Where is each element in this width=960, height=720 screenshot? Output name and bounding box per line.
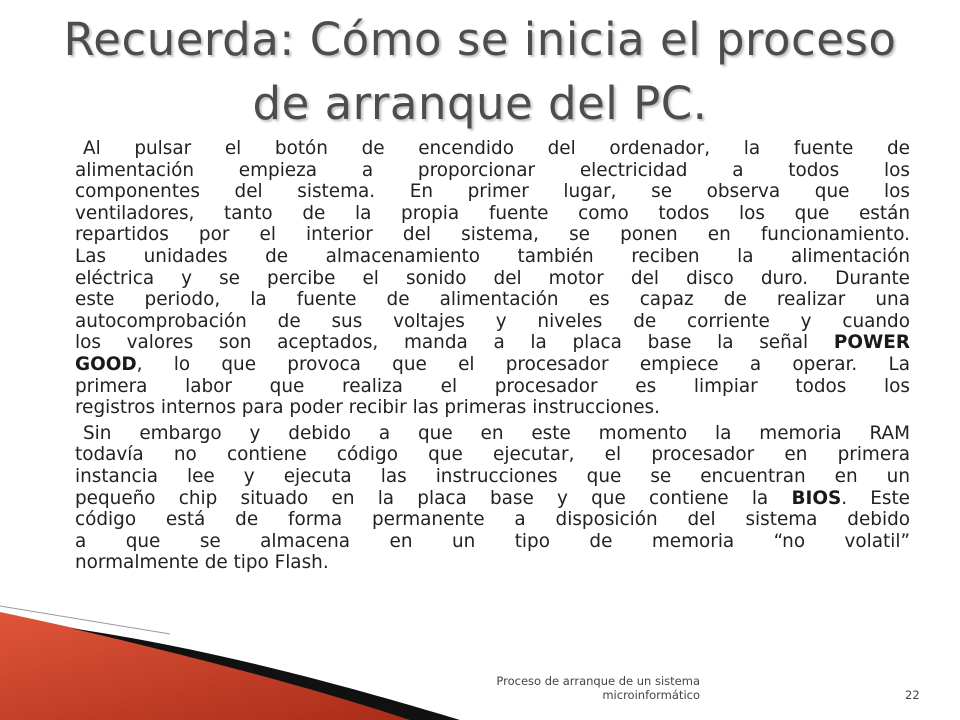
body-text [75,138,910,574]
text-line: este periodo, la fuente de alimentación es capaz de realizar una [75,289,910,311]
text-line: Sin embargo y debido a que en este momento la memoria RAM [83,422,910,444]
text-line: Al pulsar el botón de encendido del ordenador, la fuente de [83,138,910,159]
good-keyword: GOOD [75,353,137,375]
text-line: ventiladores, tanto de la propia fuente como todos los que están [75,202,910,224]
page-number: 22 [905,688,920,702]
title-line-2: de arranque del PC. [252,77,708,130]
paragraph-1 [75,138,910,419]
text-line: autocomprobación de sus voltajes y niveles de corriente y cuando [75,310,910,332]
text-line [75,488,910,510]
text-line [75,354,910,376]
slide-title [20,8,940,136]
title-line-1: Recuerda: Cómo se inicia el proceso [63,13,897,66]
power-keyword: POWER [833,332,910,354]
text-line: alimentación empieza a proporcionar electricidad a todos los [75,159,910,181]
paragraph-2 [75,423,910,574]
text-line: eléctrica y se percibe el sonido del motor del disco duro. Durante [75,267,910,289]
bios-keyword: BIOS [791,487,842,509]
text-line: repartidos por el interior del sistema, se ponen en funcionamiento. [75,224,910,246]
text-line: primera labor que realiza el procesador es limpiar todos los [75,375,910,397]
text-line [75,332,910,354]
footer-line-2: microinformático [602,688,700,702]
text-line: código está de forma permanente a disposición del sistema debido [75,509,910,531]
footer-caption [440,674,700,702]
text-line: registros internos para poder recibir las primeras instrucciones. [75,397,660,419]
text-line: normalmente de tipo Flash. [75,552,329,574]
text-segment: pequeño chip situado en la placa base y que contiene la [75,487,769,509]
footer-line-1: Proceso de arranque de un sistema [496,674,700,688]
text-line: todavía no contiene código que ejecutar, el procesador en primera [75,444,910,466]
text-line: Las unidades de almacenamiento también reciben la alimentación [75,245,910,267]
text-segment: , lo que provoca que el procesador empiece a operar. La [136,353,910,375]
text-line: componentes del sistema. En primer lugar, se observa que los [75,181,910,203]
text-line: a que se almacena en un tipo de memoria “no volatil” [75,530,910,552]
text-line: instancia lee y ejecuta las instrucciones que se encuentran en un [75,465,910,487]
text-segment: los valores son aceptados, manda a la placa base la señal [75,332,809,354]
text-segment: . Este [841,487,910,509]
